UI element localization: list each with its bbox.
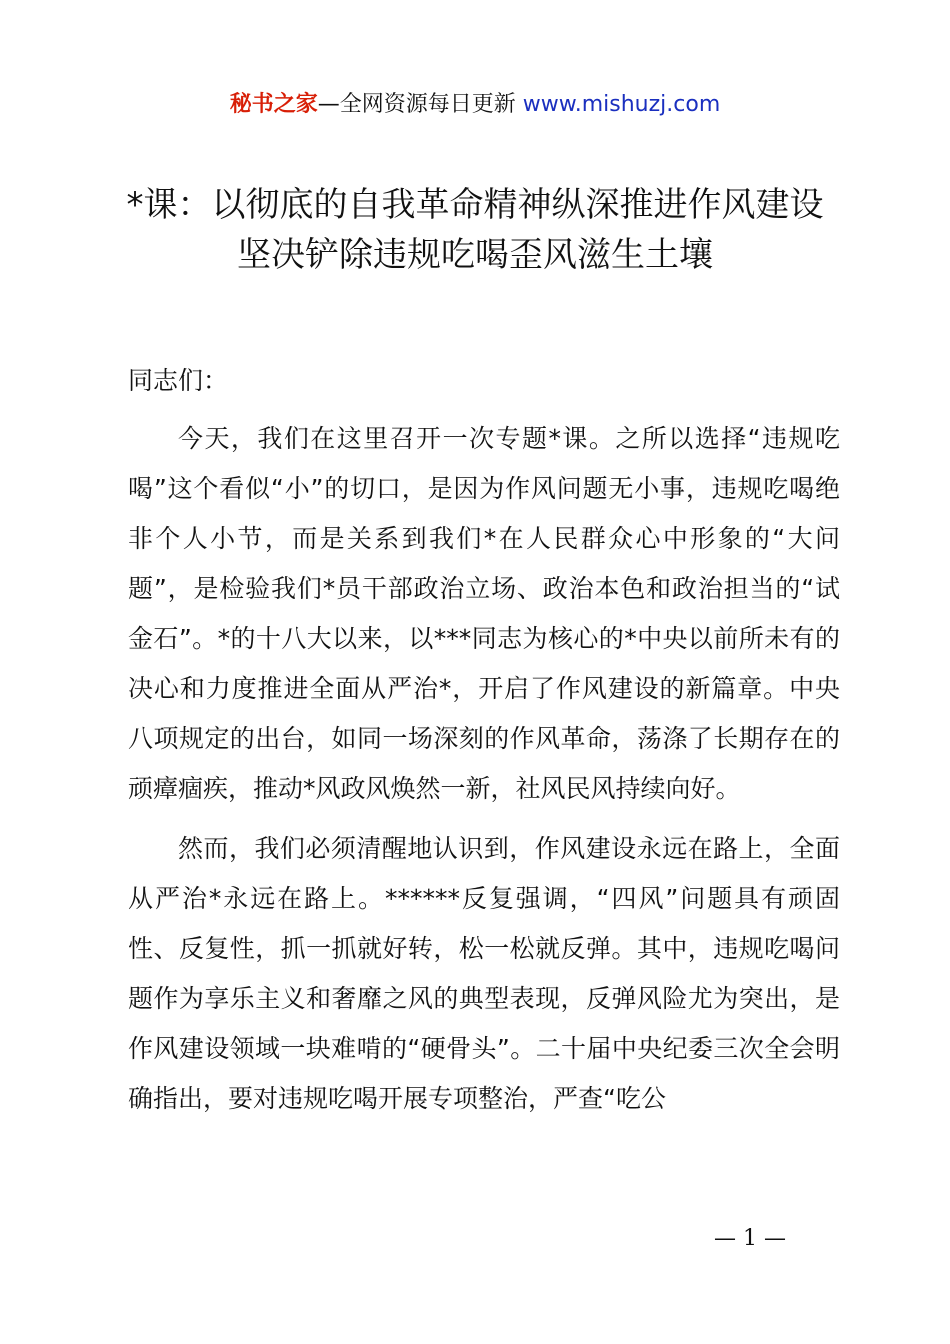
site-tagline: —全网资源每日更新 <box>317 92 523 117</box>
paragraph-1: 今天，我们在这里召开一次专题*课。之所以选择“违规吃喝”这个看似“小”的切口，是因为作风问题无小事，违规吃喝绝非个人小节，而是关系到我们*在人民群众心中形象的“大问题”，是检验我们*员干部政治立场、政治本色和政治担当的“试金石”。*的十八大以来，以***同志为核心的*中央以前所未有的决心和力度推进全面从严治*，开启了作风建设的新篇章。中央八项规定的出台，如同一场深刻的作风革命，荡涤了长期存在的顽瘴痼疾，推动*风政风焕然一新，社风民风持续向好。 <box>128 424 840 803</box>
site-url[interactable]: www.mishuzj.com <box>522 92 721 117</box>
document-title: *课：以彻底的自我革命精神纵深推进作风建设坚决铲除违规吃喝歪风滋生土壤 <box>126 185 824 275</box>
site-header <box>0 88 950 122</box>
page-number: — 1 — <box>714 1226 786 1251</box>
site-brand: 秘书之家 <box>229 92 318 117</box>
paragraph-2: 然而，我们必须清醒地认识到，作风建设永远在路上，全面从严治*永远在路上。******反复强调，“四风”问题具有顽固性、反复性，抓一抓就好转，松一松就反弹。其中，违规吃喝问题作为享乐主义和奢靡之风的典型表现，反弹风险尤为突出，是作风建设领域一块难啃的“硬骨头”。二十届中央纪委三次全会明确指出，要对违规吃喝开展专项整治，严查“吃公 <box>128 834 840 1113</box>
salutation: 同志们： <box>128 366 229 395</box>
document-body <box>128 356 840 1134</box>
